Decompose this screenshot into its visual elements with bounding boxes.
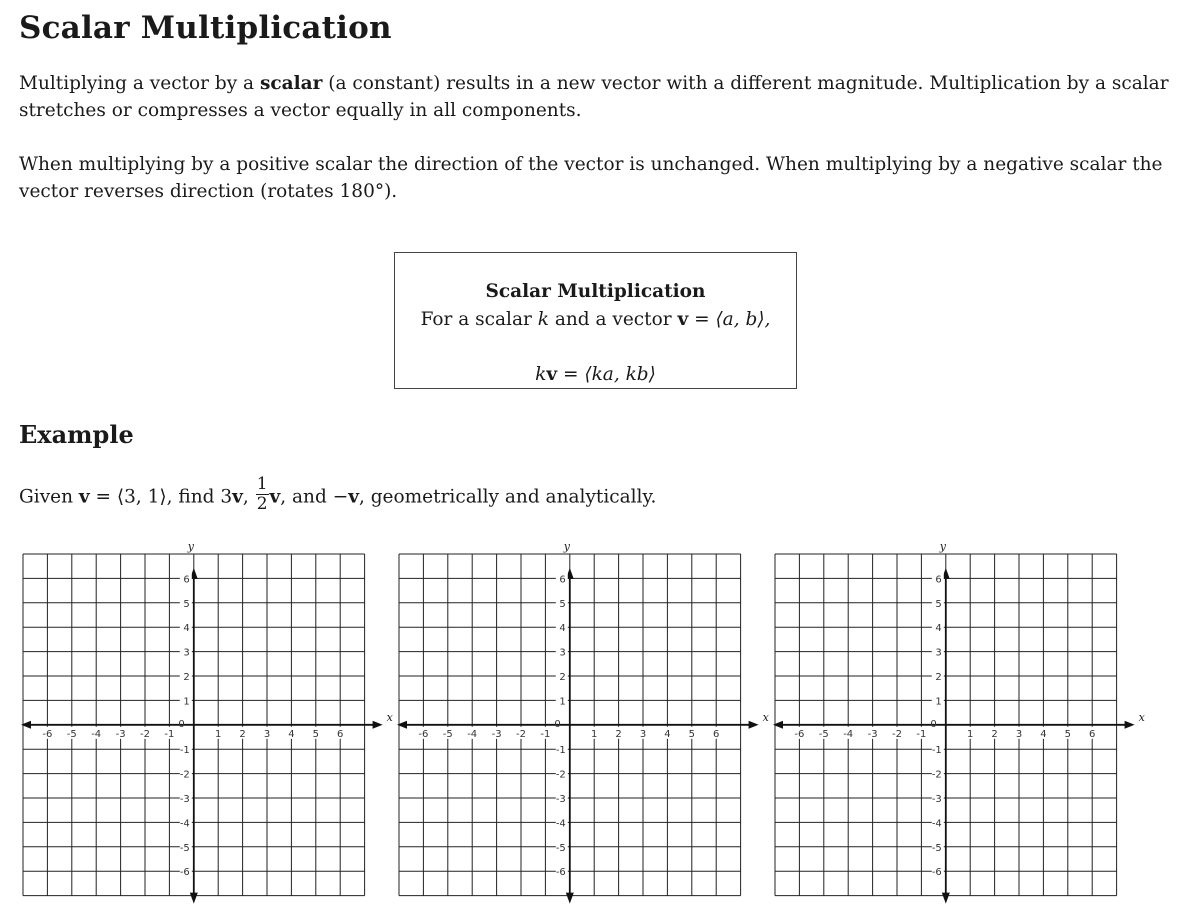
x-tick-label: -6 <box>418 728 429 740</box>
x-tick-label: -4 <box>467 728 478 740</box>
x-tick-label: 4 <box>288 728 295 740</box>
y-tick-label: -4 <box>179 818 190 830</box>
intro-paragraph-1 <box>19 70 1179 124</box>
x-tick-label: -6 <box>794 728 805 740</box>
y-tick-label: 3 <box>183 647 190 659</box>
y-axis-arrow-down-icon <box>942 893 950 904</box>
example-question <box>19 474 657 517</box>
x-tick-label: -4 <box>91 728 102 740</box>
y-tick-label: -3 <box>931 794 942 805</box>
x-tick-label: 2 <box>239 728 246 740</box>
fraction-one-half <box>256 475 269 514</box>
y-tick-label: -1 <box>555 745 566 757</box>
y-tick-label: 1 <box>183 696 190 708</box>
y-tick-label: -5 <box>555 842 566 854</box>
x-tick-label: 6 <box>713 728 720 740</box>
y-tick-label: 2 <box>935 672 942 683</box>
q-v: v <box>78 486 90 508</box>
y-tick-label: 4 <box>183 623 190 635</box>
y-tick-label: -4 <box>931 818 942 830</box>
y-tick-label: 3 <box>559 647 566 659</box>
x-tick-label: -6 <box>42 728 53 740</box>
y-axis-label: y <box>939 540 947 553</box>
x-tick-label: -5 <box>66 728 77 740</box>
def-k: k <box>537 309 549 330</box>
x-tick-label: 1 <box>967 728 974 740</box>
x-tick-label: 4 <box>664 728 671 740</box>
x-tick-label: 5 <box>312 728 319 740</box>
x-tick-label: 1 <box>591 728 598 740</box>
x-tick-label: 3 <box>639 728 647 740</box>
y-tick-label: -5 <box>931 842 942 854</box>
definition-box <box>394 252 797 389</box>
y-tick-label: -2 <box>179 769 190 781</box>
x-tick-label: -2 <box>892 728 902 740</box>
def-text-pre: For a scalar <box>420 309 538 330</box>
x-tick-label: -1 <box>164 728 175 740</box>
formula-k: k <box>535 364 547 385</box>
x-tick-label: 4 <box>1040 728 1047 740</box>
x-tick-label: 6 <box>1089 728 1096 740</box>
y-tick-label: -6 <box>179 867 190 879</box>
x-tick-label: 3 <box>1015 728 1023 740</box>
y-tick-label: -2 <box>555 769 566 781</box>
q-pre: Given <box>19 486 79 508</box>
x-tick-label: 6 <box>337 728 344 740</box>
y-tick-label: -2 <box>931 769 942 781</box>
coordinate-grid-1[interactable] <box>16 540 393 910</box>
fraction-numerator: 1 <box>256 474 268 494</box>
x-tick-label: -5 <box>818 728 829 740</box>
y-tick-label: -1 <box>179 745 190 757</box>
p1-text-before: Multiplying a vector by a <box>19 73 260 94</box>
def-text-mid: and a vector <box>548 309 678 330</box>
x-tick-label: -4 <box>843 728 854 740</box>
x-tick-label: 5 <box>1064 728 1071 740</box>
y-axis-label: y <box>563 540 571 553</box>
y-tick-label: 6 <box>559 574 566 586</box>
q-eq: = ⟨3, 1⟩, find 3 <box>89 486 233 508</box>
y-axis-arrow-down-icon <box>566 893 574 904</box>
fraction-denominator: 2 <box>256 494 268 514</box>
y-tick-label: 3 <box>935 647 942 659</box>
x-tick-label: -1 <box>916 728 927 740</box>
x-tick-label: -5 <box>442 728 453 740</box>
x-tick-label: -2 <box>516 728 526 740</box>
definition-title: Scalar Multiplication <box>485 281 706 302</box>
y-tick-label: -6 <box>931 867 942 879</box>
y-tick-label: -3 <box>555 794 566 805</box>
page-title: Scalar Multiplication <box>19 10 392 46</box>
x-axis-arrow-right-icon <box>749 721 759 729</box>
coordinate-grid-2[interactable] <box>392 540 769 910</box>
y-tick-label: -5 <box>179 842 190 854</box>
x-axis-label: x <box>762 710 769 724</box>
x-tick-label: -1 <box>540 728 551 740</box>
y-tick-label: 6 <box>935 574 942 586</box>
y-axis-arrow-down-icon <box>190 893 198 904</box>
formula-rest: = ⟨ka, kb⟩ <box>557 364 656 385</box>
x-axis-label: x <box>386 710 393 724</box>
x-axis-label: x <box>1138 710 1145 724</box>
coordinate-grid-3[interactable] <box>768 540 1145 910</box>
x-tick-label: 3 <box>263 728 271 740</box>
y-axis-label: y <box>187 540 195 553</box>
y-tick-label: 5 <box>183 598 190 610</box>
q-v3: v <box>269 486 281 508</box>
x-tick-label: -3 <box>867 728 878 740</box>
y-tick-label: -1 <box>931 745 942 757</box>
y-tick-label: 5 <box>935 598 942 610</box>
y-tick-label: 2 <box>559 672 566 683</box>
p1-text-after: (a constant) results in a new vector with a different magnitude. Multiplication by a scalar stretches or compresses a vector equally in all components. <box>19 73 1169 121</box>
p1-bold-scalar: scalar <box>259 73 323 94</box>
x-tick-label: 2 <box>991 728 998 740</box>
y-tick-label: -6 <box>555 867 566 879</box>
y-tick-label: 4 <box>935 623 942 635</box>
example-heading: Example <box>19 420 134 449</box>
q-comma: , <box>242 486 249 508</box>
x-tick-label: 5 <box>688 728 695 740</box>
y-tick-label: -3 <box>179 794 190 805</box>
x-tick-label: 1 <box>215 728 222 740</box>
x-tick-label: -3 <box>115 728 126 740</box>
y-tick-label: 5 <box>559 598 566 610</box>
y-tick-label: -4 <box>555 818 566 830</box>
y-tick-label: 4 <box>559 623 566 635</box>
def-text-post: = ⟨a, b⟩, <box>688 309 771 330</box>
definition-formula <box>395 364 796 385</box>
def-v: v <box>677 309 689 330</box>
formula-v: v <box>546 364 558 385</box>
origin-label: 0 <box>930 718 937 730</box>
origin-label: 0 <box>554 718 561 730</box>
x-axis-arrow-right-icon <box>1125 721 1135 729</box>
q-and: , and − <box>280 486 349 508</box>
y-tick-label: 6 <box>183 574 190 586</box>
x-tick-label: 2 <box>615 728 622 740</box>
y-tick-label: 1 <box>935 696 942 708</box>
origin-label: 0 <box>178 718 185 730</box>
q-v4: v <box>348 486 359 508</box>
x-axis-arrow-right-icon <box>373 721 383 729</box>
y-tick-label: 2 <box>183 672 190 683</box>
x-tick-label: -2 <box>140 728 150 740</box>
definition-line <box>395 309 796 330</box>
intro-paragraph-2: When multiplying by a positive scalar the direction of the vector is unchanged. When multiplying by a negative scalar the vector reverses direction (rotates 180°). <box>19 154 1163 202</box>
y-tick-label: 1 <box>559 696 566 708</box>
q-post: , geometrically and analytically. <box>358 486 657 508</box>
x-tick-label: -3 <box>491 728 502 740</box>
q-v2: v <box>232 486 243 508</box>
